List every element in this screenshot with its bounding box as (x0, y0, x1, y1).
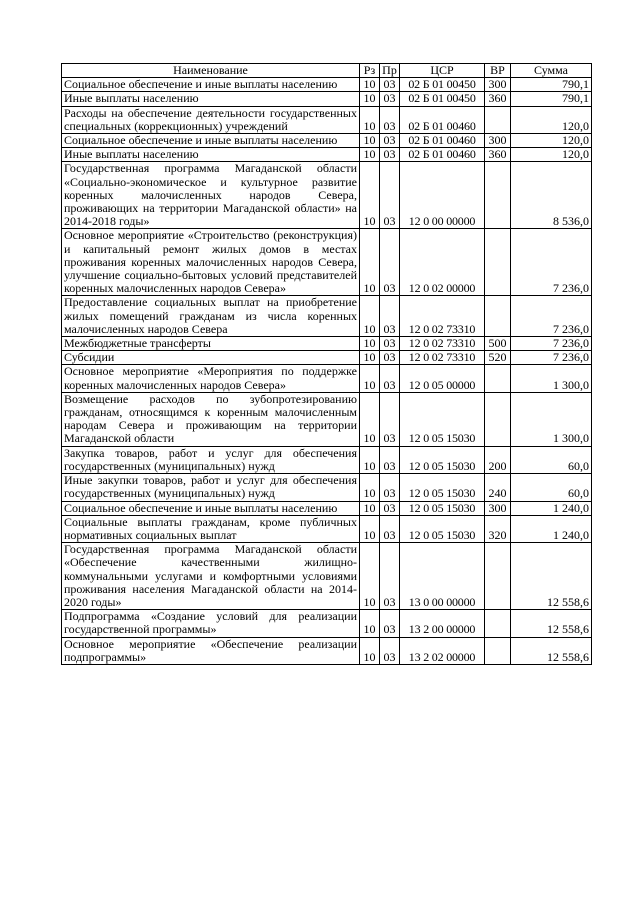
table-row (62, 501, 592, 515)
cell-pr: 03 (380, 229, 400, 296)
cell-name: Социальное обеспечение и иные выплаты населению (62, 134, 360, 148)
cell-pr: 03 (380, 501, 400, 515)
cell-rz: 10 (360, 365, 380, 392)
table-row (62, 148, 592, 162)
cell-name: Государственная программа Магаданской области «Обеспечение качественными жилищно-коммунальными услугами и комфортными условиями проживания населения Магаданской области на 2014-2020 годы» (62, 543, 360, 610)
cell-sum: 7 236,0 (511, 351, 592, 365)
cell-sum: 120,0 (511, 134, 592, 148)
cell-vr: 320 (485, 515, 511, 542)
header-vr: ВР (485, 64, 511, 78)
cell-vr: 360 (485, 148, 511, 162)
cell-vr: 300 (485, 134, 511, 148)
cell-rz: 10 (360, 296, 380, 337)
cell-vr: 520 (485, 351, 511, 365)
cell-vr: 200 (485, 446, 511, 473)
table-row (62, 446, 592, 473)
cell-name: Межбюджетные трансферты (62, 337, 360, 351)
cell-name: Иные выплаты населению (62, 148, 360, 162)
cell-sum: 12 558,6 (511, 610, 592, 637)
cell-name: Государственная программа Магаданской области «Социально-экономическое и культурное развитие коренных малочисленных народов Севера, проживающих на территории Магаданской области» на 2014-2018 годы» (62, 162, 360, 229)
cell-pr: 03 (380, 515, 400, 542)
table-row (62, 515, 592, 542)
cell-sum: 60,0 (511, 446, 592, 473)
cell-rz: 10 (360, 162, 380, 229)
cell-rz: 10 (360, 134, 380, 148)
cell-name: Социальное обеспечение и иные выплаты населению (62, 78, 360, 92)
cell-sum: 120,0 (511, 106, 592, 133)
cell-vr: 500 (485, 337, 511, 351)
cell-vr: 240 (485, 474, 511, 501)
cell-sum: 8 536,0 (511, 162, 592, 229)
table-row (62, 162, 592, 229)
cell-rz: 10 (360, 351, 380, 365)
cell-csr: 12 0 02 73310 (400, 351, 485, 365)
cell-pr: 03 (380, 337, 400, 351)
header-name: Наименование (62, 64, 360, 78)
cell-name: Основное мероприятие «Обеспечение реализации подпрограммы» (62, 637, 360, 664)
cell-pr: 03 (380, 351, 400, 365)
cell-vr (485, 229, 511, 296)
table-row (62, 610, 592, 637)
header-sum: Сумма (511, 64, 592, 78)
cell-vr (485, 296, 511, 337)
table-row (62, 106, 592, 133)
cell-pr: 03 (380, 148, 400, 162)
cell-name: Возмещение расходов по зубопротезированию гражданам, относящимся к коренным малочисленным народам Севера и проживающим на территории Магаданской области (62, 392, 360, 446)
cell-pr: 03 (380, 296, 400, 337)
table-row (62, 365, 592, 392)
cell-name: Основное мероприятие «Мероприятия по поддержке коренных малочисленных народов Севера» (62, 365, 360, 392)
cell-vr (485, 543, 511, 610)
cell-sum: 1 240,0 (511, 515, 592, 542)
cell-rz: 10 (360, 106, 380, 133)
cell-sum: 7 236,0 (511, 337, 592, 351)
cell-pr: 03 (380, 78, 400, 92)
cell-rz: 10 (360, 543, 380, 610)
cell-name: Расходы на обеспечение деятельности государственных специальных (коррекционных) учреждений (62, 106, 360, 133)
cell-sum: 12 558,6 (511, 543, 592, 610)
cell-name: Социальные выплаты гражданам, кроме публичных нормативных социальных выплат (62, 515, 360, 542)
cell-csr: 12 0 00 00000 (400, 162, 485, 229)
cell-name: Социальное обеспечение и иные выплаты населению (62, 501, 360, 515)
table-row (62, 637, 592, 664)
cell-vr (485, 162, 511, 229)
cell-pr: 03 (380, 106, 400, 133)
cell-pr: 03 (380, 543, 400, 610)
table-row (62, 92, 592, 106)
cell-name: Основное мероприятие «Строительство (реконструкция) и капитальный ремонт жилых домов в местах проживания коренных малочисленных народов Севера, улучшение социально-бытовых условий представителей коренных малочисленных народов Севера» (62, 229, 360, 296)
cell-sum: 790,1 (511, 78, 592, 92)
header-pr: Пр (380, 64, 400, 78)
cell-sum: 7 236,0 (511, 229, 592, 296)
cell-rz: 10 (360, 148, 380, 162)
cell-csr: 12 0 02 73310 (400, 296, 485, 337)
cell-rz: 10 (360, 637, 380, 664)
cell-sum: 7 236,0 (511, 296, 592, 337)
cell-vr: 300 (485, 78, 511, 92)
cell-csr: 02 Б 01 00460 (400, 148, 485, 162)
cell-csr: 12 0 02 00000 (400, 229, 485, 296)
cell-pr: 03 (380, 392, 400, 446)
cell-csr: 12 0 05 15030 (400, 446, 485, 473)
cell-vr (485, 365, 511, 392)
cell-pr: 03 (380, 610, 400, 637)
cell-rz: 10 (360, 446, 380, 473)
cell-name: Иные выплаты населению (62, 92, 360, 106)
table-row (62, 543, 592, 610)
cell-csr: 13 0 00 00000 (400, 543, 485, 610)
table-row (62, 229, 592, 296)
cell-name: Закупка товаров, работ и услуг для обеспечения государственных (муниципальных) нужд (62, 446, 360, 473)
table-header-row (62, 64, 592, 78)
cell-rz: 10 (360, 92, 380, 106)
table-row (62, 296, 592, 337)
cell-sum: 1 300,0 (511, 365, 592, 392)
cell-vr (485, 392, 511, 446)
cell-rz: 10 (360, 474, 380, 501)
cell-sum: 12 558,6 (511, 637, 592, 664)
table-row (62, 134, 592, 148)
cell-pr: 03 (380, 134, 400, 148)
cell-csr: 12 0 05 15030 (400, 515, 485, 542)
cell-pr: 03 (380, 637, 400, 664)
cell-csr: 12 0 05 15030 (400, 474, 485, 501)
cell-name: Подпрограмма «Создание условий для реализации государственной программы» (62, 610, 360, 637)
cell-pr: 03 (380, 446, 400, 473)
cell-csr: 13 2 00 00000 (400, 610, 485, 637)
cell-sum: 1 300,0 (511, 392, 592, 446)
cell-csr: 12 0 05 15030 (400, 501, 485, 515)
header-csr: ЦСР (400, 64, 485, 78)
cell-csr: 12 0 05 15030 (400, 392, 485, 446)
table-body (62, 78, 592, 665)
cell-rz: 10 (360, 337, 380, 351)
cell-sum: 60,0 (511, 474, 592, 501)
cell-rz: 10 (360, 515, 380, 542)
cell-name: Предоставление социальных выплат на приобретение жилых помещений гражданам из числа коренных малочисленных народов Севера (62, 296, 360, 337)
table-row (62, 351, 592, 365)
cell-csr: 02 Б 01 00460 (400, 134, 485, 148)
cell-pr: 03 (380, 365, 400, 392)
cell-sum: 120,0 (511, 148, 592, 162)
cell-vr (485, 637, 511, 664)
cell-rz: 10 (360, 392, 380, 446)
cell-vr: 360 (485, 92, 511, 106)
cell-pr: 03 (380, 92, 400, 106)
cell-pr: 03 (380, 162, 400, 229)
cell-csr: 12 0 02 73310 (400, 337, 485, 351)
cell-vr: 300 (485, 501, 511, 515)
cell-name: Иные закупки товаров, работ и услуг для обеспечения государственных (муниципальных) нужд (62, 474, 360, 501)
cell-csr: 02 Б 01 00450 (400, 92, 485, 106)
table-row (62, 474, 592, 501)
header-rz: Рз (360, 64, 380, 78)
cell-rz: 10 (360, 78, 380, 92)
cell-rz: 10 (360, 610, 380, 637)
table-row (62, 337, 592, 351)
cell-pr: 03 (380, 474, 400, 501)
cell-name: Субсидии (62, 351, 360, 365)
cell-sum: 790,1 (511, 92, 592, 106)
cell-rz: 10 (360, 501, 380, 515)
cell-vr (485, 610, 511, 637)
table-row (62, 392, 592, 446)
cell-rz: 10 (360, 229, 380, 296)
cell-csr: 02 Б 01 00450 (400, 78, 485, 92)
budget-table (61, 63, 592, 665)
cell-csr: 12 0 05 00000 (400, 365, 485, 392)
cell-csr: 02 Б 01 00460 (400, 106, 485, 133)
cell-csr: 13 2 02 00000 (400, 637, 485, 664)
cell-vr (485, 106, 511, 133)
cell-sum: 1 240,0 (511, 501, 592, 515)
table-row (62, 78, 592, 92)
